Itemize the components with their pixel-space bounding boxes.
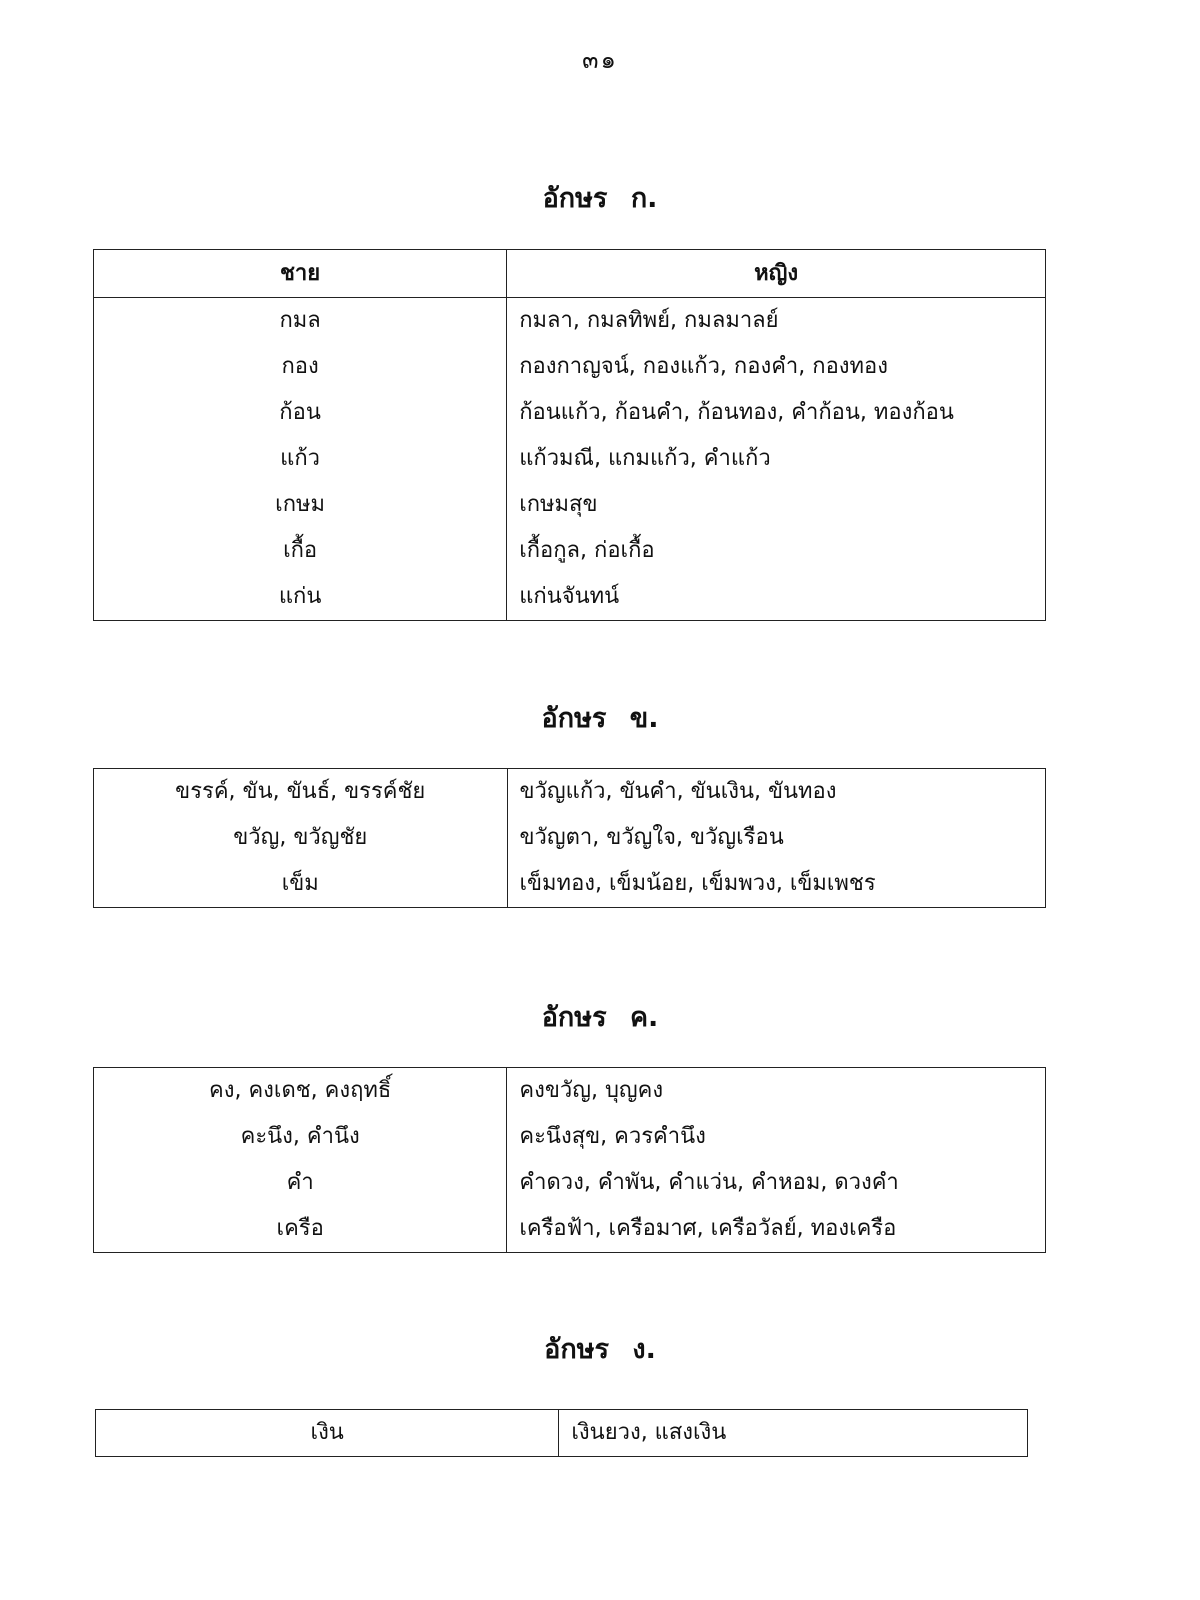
table-header-row: [94, 250, 1046, 298]
table-row: [94, 390, 1046, 436]
female-names-cell: คงขวัญ, บุญคง: [519, 1078, 664, 1103]
male-name-cell: ขรรค์, ขัน, ขันธ์, ขรรค์ชัย: [94, 769, 508, 816]
table-row: [94, 1160, 1046, 1206]
male-name-cell: กอง: [94, 344, 507, 390]
male-name-cell: เครือ: [94, 1206, 507, 1253]
female-names-cell: แก้วมณี, แกมแก้ว, คำแก้ว: [519, 446, 771, 471]
male-name-cell: เกษม: [94, 482, 507, 528]
female-names-cell: เครือฟ้า, เครือมาศ, เครือวัลย์, ทองเครือ: [519, 1216, 897, 1241]
male-name-cell: กมล: [94, 298, 507, 345]
male-name-cell: แก้ว: [94, 436, 507, 482]
table-row: [94, 1114, 1046, 1160]
female-names-cell: เกษมสุข: [519, 492, 598, 517]
names-table-kho-khai: [93, 768, 1046, 908]
section-heading-ngo-ngu: อักษร ง.: [544, 1334, 656, 1365]
column-header-female: หญิง: [507, 250, 1046, 298]
table-row: [94, 1206, 1046, 1253]
female-names-cell: แก่นจันทน์: [519, 584, 620, 609]
female-names-cell: คำดวง, คำพัน, คำแว่น, คำหอม, ดวงคำ: [519, 1170, 899, 1195]
male-name-cell: ก้อน: [94, 390, 507, 436]
male-name-cell: เกื้อ: [94, 528, 507, 574]
section-heading-kho-khwai: อักษร ค.: [541, 1002, 659, 1033]
table-row: [94, 574, 1046, 621]
female-names-cell: เงินยวง, แสงเงิน: [571, 1420, 727, 1445]
names-table-ko-kai: [93, 249, 1046, 621]
male-name-cell: แก่น: [94, 574, 507, 621]
table-row: [94, 298, 1046, 345]
table-row: [94, 344, 1046, 390]
page-number: ๓๑: [582, 46, 618, 74]
female-names-cell: เข็มทอง, เข็มน้อย, เข็มพวง, เข็มเพชร: [519, 871, 876, 896]
table-row: [96, 1410, 1028, 1457]
table-row: [94, 528, 1046, 574]
female-names-cell: กมลา, กมลทิพย์, กมลมาลย์: [519, 308, 779, 333]
female-names-cell: คะนึงสุข, ควรคำนึง: [519, 1124, 706, 1149]
female-names-cell: ขวัญตา, ขวัญใจ, ขวัญเรือน: [519, 825, 784, 850]
names-table-kho-khwai: [93, 1067, 1046, 1253]
male-name-cell: ขวัญ, ขวัญชัย: [94, 815, 508, 861]
male-name-cell: คะนึง, คำนึง: [94, 1114, 507, 1160]
male-name-cell: เงิน: [96, 1410, 559, 1457]
male-name-cell: เข็ม: [94, 861, 508, 908]
male-name-cell: คง, คงเดช, คงฤทธิ์: [94, 1068, 507, 1115]
column-header-male: ชาย: [94, 250, 507, 298]
names-table-ngo-ngu: [95, 1409, 1028, 1457]
table-row: [94, 1068, 1046, 1115]
table-row: [94, 769, 1046, 816]
table-row: [94, 861, 1046, 908]
female-names-cell: ก้อนแก้ว, ก้อนคำ, ก้อนทอง, คำก้อน, ทองก้อน: [519, 400, 954, 425]
table-row: [94, 815, 1046, 861]
male-name-cell: คำ: [94, 1160, 507, 1206]
section-heading-kho-khai: อักษร ข.: [541, 703, 659, 734]
table-row: [94, 436, 1046, 482]
section-heading-ko-kai: อักษร ก.: [542, 183, 658, 214]
table-row: [94, 482, 1046, 528]
female-names-cell: เกื้อกูล, ก่อเกื้อ: [519, 538, 655, 563]
female-names-cell: กองกาญจน์, กองแก้ว, กองคำ, กองทอง: [519, 354, 888, 379]
female-names-cell: ขวัญแก้ว, ขันคำ, ขันเงิน, ขันทอง: [519, 779, 837, 804]
